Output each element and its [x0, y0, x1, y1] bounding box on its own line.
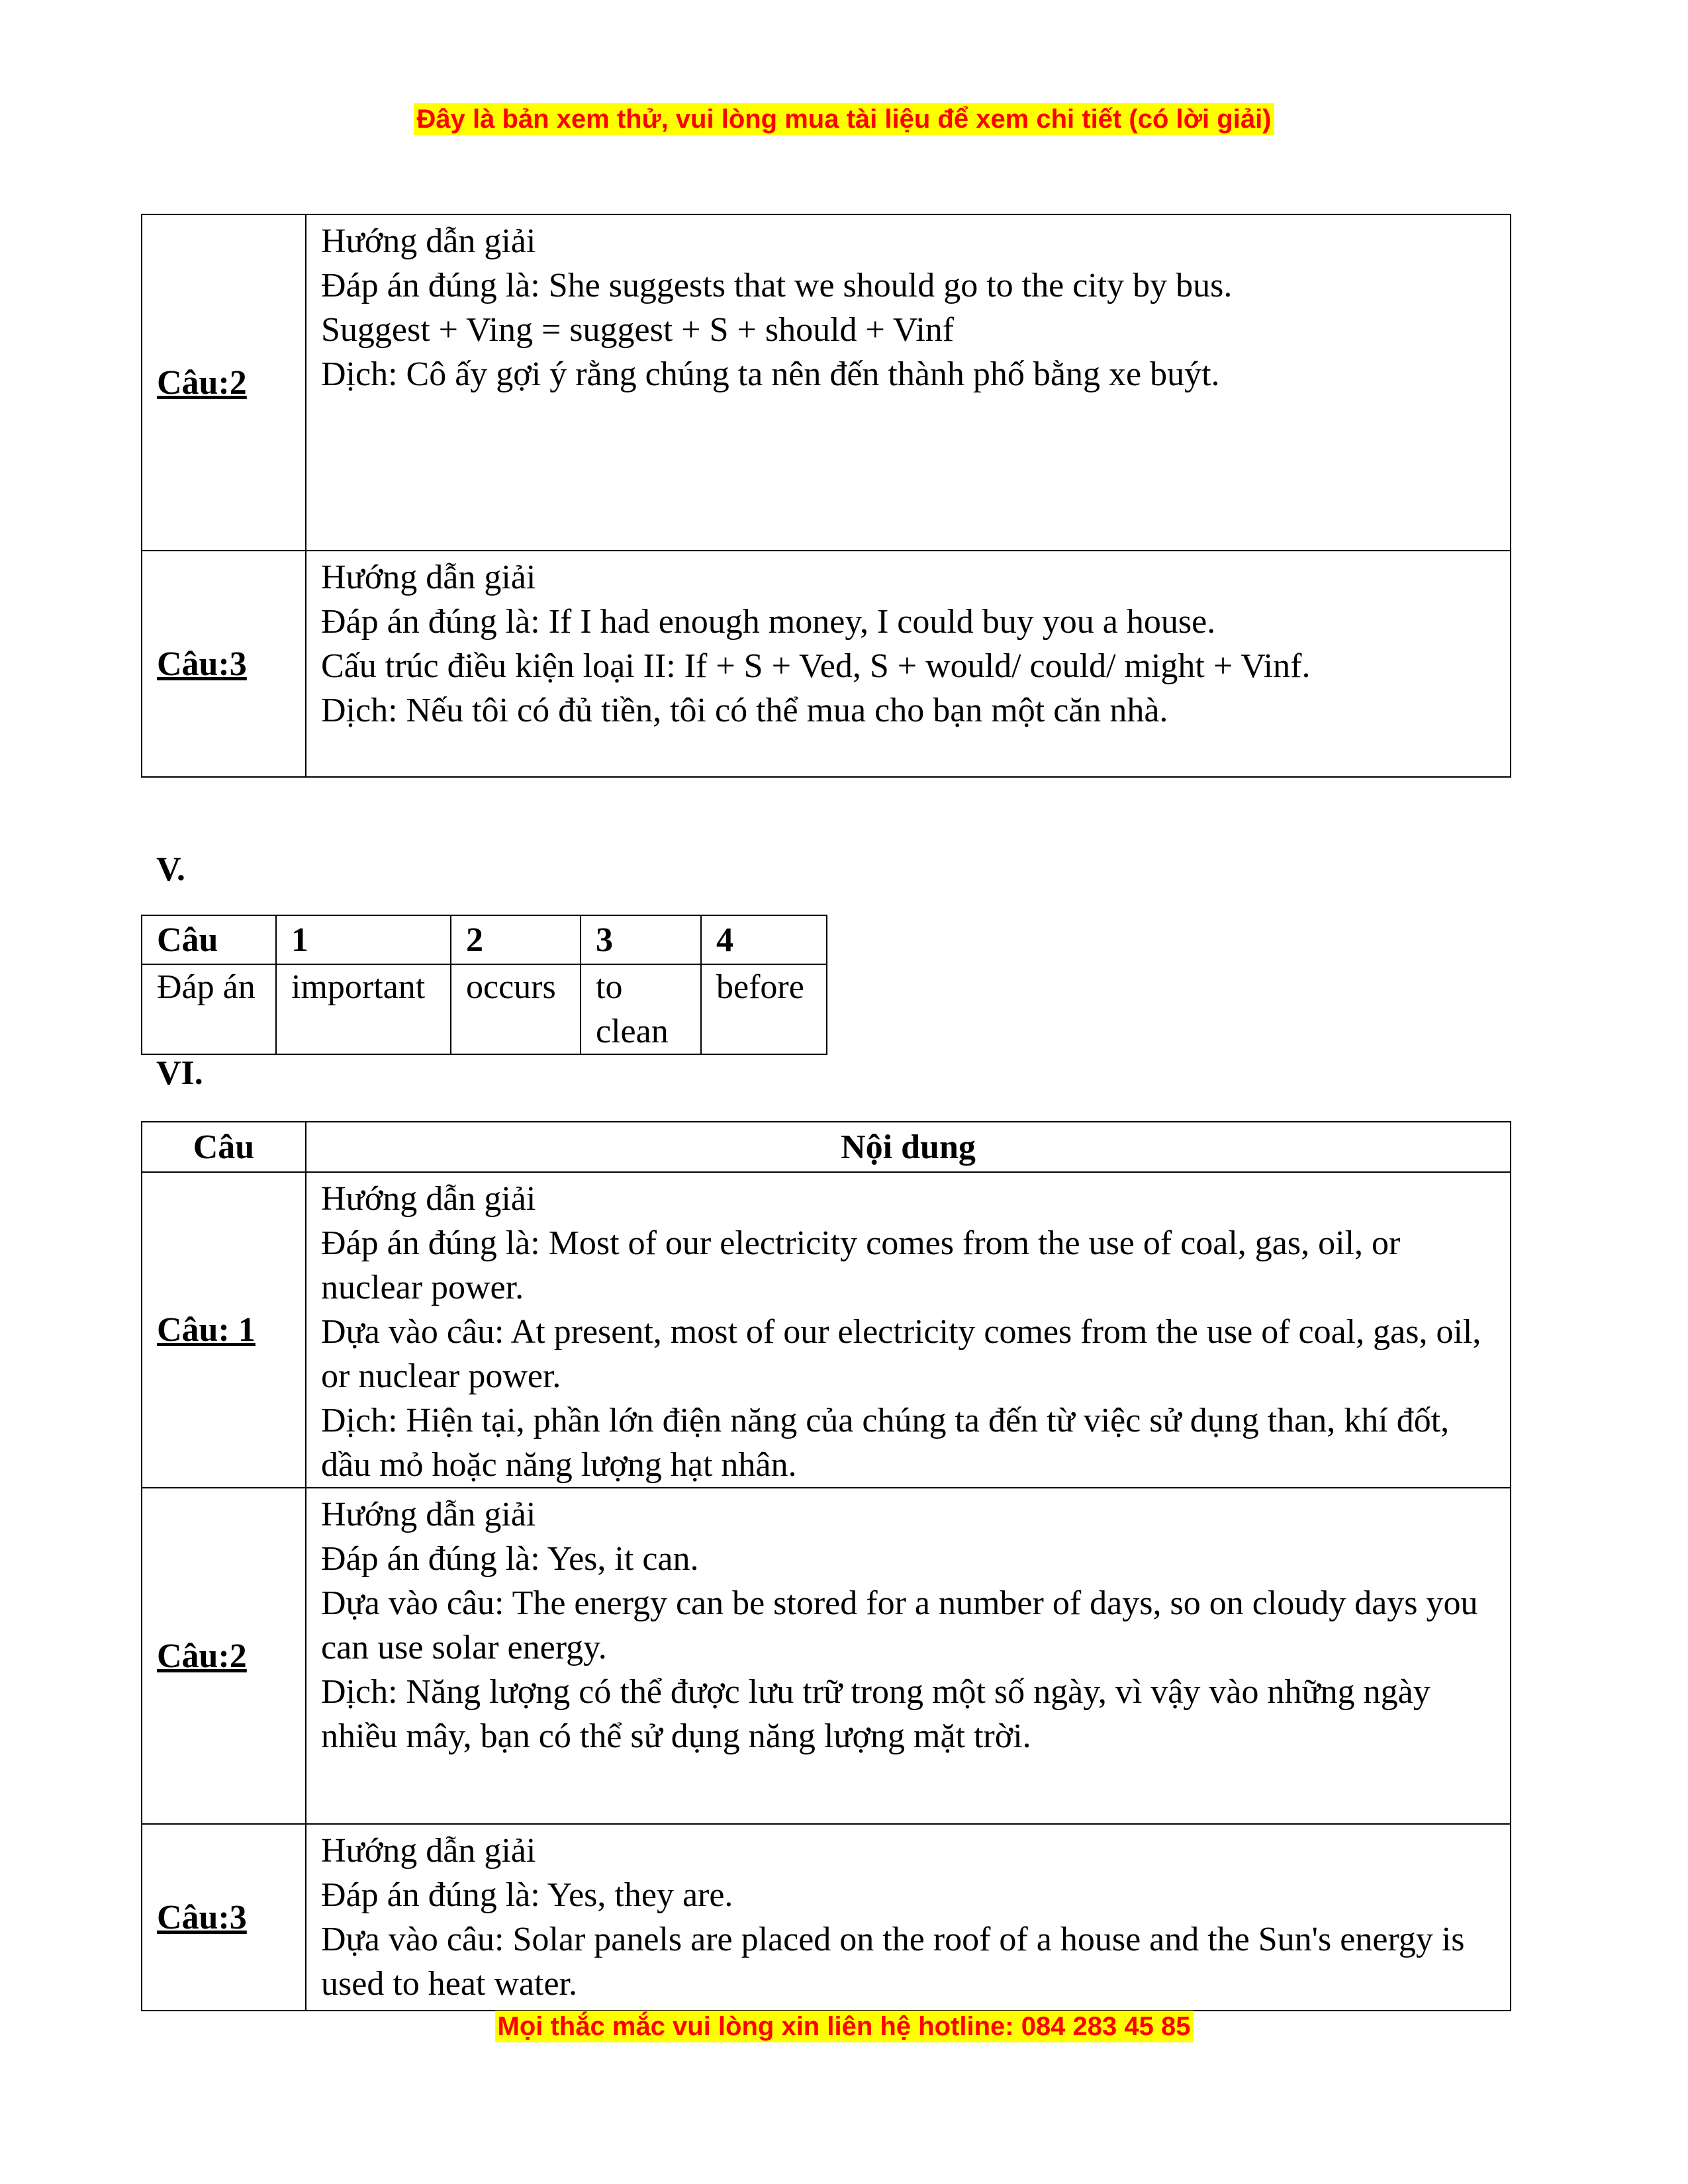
question-label: Câu: 1 — [142, 1172, 306, 1488]
explanation-answer: Đáp án đúng là: Most of our electricity comes from the use of coal, gas, oil, or nuclear power. — [321, 1224, 1401, 1306]
header-cell: 2 — [451, 915, 581, 964]
question-label: Câu:2 — [142, 1488, 306, 1824]
preview-banner-text: Đây là bản xem thử, vui lòng mua tài liệu để xem chi tiết (có lời giải) — [414, 103, 1274, 135]
explanation-evidence: Dựa vào câu: The energy can be stored for a number of days, so on cloudy days you can use solar energy. — [321, 1584, 1478, 1666]
answer-cell: to clean — [581, 964, 701, 1054]
explanation-translation: Dịch: Năng lượng có thể được lưu trữ trong một số ngày, vì vậy vào những ngày nhiều mây, bạn có thể sử dụng năng lượng mặt trời. — [321, 1673, 1430, 1755]
explanation-rule: Suggest + Ving = suggest + S + should + Vinf — [321, 311, 955, 349]
hotline-banner-text: Mọi thắc mắc vui lòng xin liên hệ hotline: 084 283 45 85 — [495, 2011, 1194, 2042]
explanation-translation: Dịch: Cô ấy gợi ý rằng chúng ta nên đến thành phố bằng xe buýt. — [321, 355, 1220, 393]
table-row — [142, 214, 1511, 551]
answers-label: Đáp án — [142, 964, 276, 1054]
explanation-heading: Hướng dẫn giải — [321, 1496, 536, 1533]
table-header-row — [142, 915, 827, 964]
question-label: Câu:3 — [142, 551, 306, 777]
answer-cell: important — [276, 964, 451, 1054]
explanation-answer: Đáp án đúng là: If I had enough money, I could buy you a house. — [321, 603, 1216, 641]
explanation-rule: Cấu trúc điều kiện loại II: If + S + Ved, S + would/ could/ might + Vinf. — [321, 647, 1311, 685]
explanation-cell — [306, 1488, 1511, 1824]
explanation-translation: Dịch: Nếu tôi có đủ tiền, tôi có thể mua cho bạn một căn nhà. — [321, 692, 1168, 729]
explanation-translation: Dịch: Hiện tại, phần lớn điện năng của chúng ta đến từ việc sử dụng than, khí đốt, dầu mỏ hoặc năng lượng hạt nhân. — [321, 1402, 1450, 1484]
explanation-cell — [306, 1824, 1511, 2011]
section-v-title: V. — [156, 850, 185, 888]
table-row — [142, 1824, 1511, 2011]
explanation-heading: Hướng dẫn giải — [321, 1832, 536, 1870]
explanation-answer: Đáp án đúng là: Yes, they are. — [321, 1876, 733, 1914]
question-label: Câu:3 — [142, 1824, 306, 2011]
section-vi-title: VI. — [156, 1054, 203, 1092]
explanation-heading: Hướng dẫn giải — [321, 222, 536, 260]
header-cell: 3 — [581, 915, 701, 964]
table-row — [142, 964, 827, 1054]
explanation-cell — [306, 214, 1511, 551]
answer-cell: occurs — [451, 964, 581, 1054]
answer-key-table-v — [141, 915, 827, 1055]
explanation-heading: Hướng dẫn giải — [321, 1180, 536, 1218]
explanation-cell — [306, 1172, 1511, 1488]
explanation-answer: Đáp án đúng là: Yes, it can. — [321, 1540, 699, 1578]
header-cell: Câu — [142, 915, 276, 964]
question-label: Câu:2 — [142, 214, 306, 551]
answer-cell: before — [701, 964, 827, 1054]
table-header-row — [142, 1122, 1511, 1172]
answer-table-iv — [141, 214, 1511, 778]
hotline-banner — [0, 2012, 1688, 2042]
answer-table-vi — [141, 1121, 1511, 2011]
header-cell: 1 — [276, 915, 451, 964]
explanation-heading: Hướng dẫn giải — [321, 559, 536, 596]
explanation-cell — [306, 551, 1511, 777]
header-cell: Nội dung — [306, 1122, 1511, 1172]
table-row — [142, 1488, 1511, 1824]
table-row — [142, 1172, 1511, 1488]
explanation-evidence: Dựa vào câu: Solar panels are placed on the roof of a house and the Sun's energy is used to heat water. — [321, 1921, 1465, 2003]
preview-banner — [0, 105, 1688, 134]
explanation-evidence: Dựa vào câu: At present, most of our electricity comes from the use of coal, gas, oil, or nuclear power. — [321, 1313, 1481, 1395]
table-row — [142, 551, 1511, 777]
explanation-answer: Đáp án đúng là: She suggests that we should go to the city by bus. — [321, 267, 1233, 304]
header-cell: 4 — [701, 915, 827, 964]
header-cell: Câu — [142, 1122, 306, 1172]
